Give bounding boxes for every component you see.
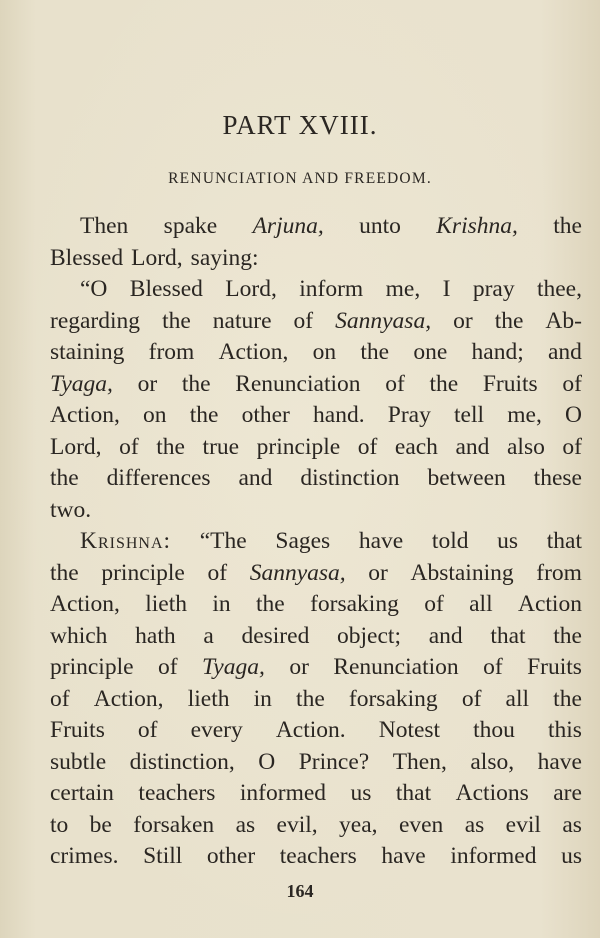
word: hand; xyxy=(471,339,524,365)
word: of xyxy=(562,370,582,397)
word: Then xyxy=(80,213,129,239)
word: Action, xyxy=(50,402,120,428)
word: the xyxy=(360,339,390,365)
text-line xyxy=(50,432,582,464)
text-line xyxy=(50,841,582,873)
word: teachers xyxy=(138,780,216,806)
word: pray xyxy=(472,276,515,302)
word: lieth xyxy=(187,685,230,712)
chapter-subtitle: RENUNCIATION AND FREEDOM. xyxy=(168,170,432,187)
word: of xyxy=(385,370,405,397)
speaker-name: Krishna: xyxy=(80,528,172,554)
text-line xyxy=(50,337,582,369)
word: and xyxy=(238,465,273,491)
word: evil xyxy=(505,811,541,838)
word: us xyxy=(561,843,582,869)
word: principle xyxy=(101,559,185,586)
word: the xyxy=(494,307,524,334)
word: of xyxy=(157,654,178,680)
word: a xyxy=(203,622,214,649)
italic-word: Krishna, xyxy=(436,213,518,239)
word: from xyxy=(148,339,195,365)
word: informed xyxy=(239,780,327,806)
word: thou xyxy=(473,717,515,743)
word: I xyxy=(442,276,451,302)
word: and xyxy=(547,339,582,365)
word: Prince? xyxy=(298,748,370,775)
word: even xyxy=(398,811,444,838)
word: of xyxy=(293,307,314,334)
word: Pray xyxy=(387,402,431,428)
word: these xyxy=(533,465,582,491)
word: the xyxy=(296,685,325,712)
word: inform xyxy=(299,276,364,302)
word: the xyxy=(181,370,211,397)
word: Actions xyxy=(455,780,529,806)
word: on xyxy=(312,339,337,365)
word: that xyxy=(395,780,432,806)
word: distinction, xyxy=(129,748,235,775)
body-text xyxy=(50,211,582,873)
word: the xyxy=(156,433,185,460)
word: Notest xyxy=(378,717,441,743)
word: of xyxy=(357,433,378,460)
word: of xyxy=(137,717,158,743)
word: one xyxy=(413,339,448,365)
word: in xyxy=(253,685,272,712)
word: Fruits xyxy=(527,654,582,680)
italic-word: Tyaga, xyxy=(50,370,113,397)
text-line xyxy=(50,526,582,558)
word: Action, xyxy=(93,685,164,712)
word: all xyxy=(469,591,493,617)
word: Still xyxy=(143,843,183,869)
word: every xyxy=(190,717,243,743)
word: Sages xyxy=(275,528,331,554)
word: us xyxy=(350,780,372,806)
word: hath xyxy=(135,622,176,649)
text-line xyxy=(50,621,582,653)
word: that xyxy=(490,622,526,649)
word: forsaken xyxy=(133,811,215,838)
word: have xyxy=(537,748,582,775)
word: as xyxy=(562,811,582,838)
text-line xyxy=(50,274,582,306)
word: the xyxy=(189,402,219,428)
word: certain xyxy=(50,780,114,806)
word: the xyxy=(162,307,191,334)
word: to xyxy=(50,811,69,838)
text-line xyxy=(50,558,582,590)
italic-word: Arjuna, xyxy=(252,213,324,239)
word: saying: xyxy=(190,244,259,271)
word: this xyxy=(547,717,582,743)
word: informed xyxy=(450,843,537,869)
word: O xyxy=(565,402,582,428)
word: Lord, xyxy=(50,433,102,460)
text-line xyxy=(50,211,582,243)
word: of xyxy=(207,559,228,586)
italic-word: Sannyasa, xyxy=(249,559,346,586)
word: hand. xyxy=(313,402,365,428)
text-line xyxy=(50,715,582,747)
word: the xyxy=(553,622,582,649)
text-line xyxy=(50,243,582,275)
word: regarding xyxy=(50,307,141,334)
word: have xyxy=(358,528,404,554)
word: of xyxy=(461,685,482,712)
text-line xyxy=(50,652,582,684)
word: forsaking xyxy=(310,591,399,617)
text-line xyxy=(50,306,582,338)
word: Blessed xyxy=(50,244,124,271)
word: lieth xyxy=(145,591,187,617)
text-line xyxy=(50,400,582,432)
word: Action xyxy=(517,591,582,617)
word: and xyxy=(428,622,463,649)
word: me, xyxy=(507,402,542,428)
word: in xyxy=(212,591,231,617)
word: tell xyxy=(454,402,485,428)
word: also, xyxy=(470,748,515,775)
word: Fruits xyxy=(482,370,538,397)
word: O xyxy=(258,748,276,775)
word: the xyxy=(50,465,79,491)
word: Ab- xyxy=(545,307,582,334)
word: Renunciation xyxy=(235,370,361,397)
word: Lord, xyxy=(131,244,183,271)
word: the xyxy=(553,685,582,712)
word: staining xyxy=(50,339,125,365)
word: teachers xyxy=(279,843,357,869)
word: have xyxy=(381,843,426,869)
word: as xyxy=(235,811,256,838)
word: crimes. xyxy=(50,843,119,869)
word: distinction xyxy=(300,465,400,491)
italic-word: Sannyasa, xyxy=(335,307,432,334)
word: object; xyxy=(337,622,401,649)
word: which xyxy=(50,622,108,649)
word: are xyxy=(553,780,582,806)
word: of xyxy=(483,654,503,680)
word: or xyxy=(289,654,309,680)
text-line xyxy=(50,810,582,842)
word: “O xyxy=(80,276,108,302)
word: principle xyxy=(50,654,134,680)
word: all xyxy=(505,685,530,712)
word: between xyxy=(427,465,506,491)
word: Action, xyxy=(218,339,289,365)
word: Abstaining xyxy=(410,559,514,586)
word: and xyxy=(455,433,490,460)
word: forsaking xyxy=(348,685,438,712)
word: the xyxy=(50,559,79,586)
word: unto xyxy=(359,213,401,239)
word: the xyxy=(553,213,582,239)
word: of xyxy=(562,433,582,460)
word: Renunciation xyxy=(333,654,459,680)
word: as xyxy=(464,811,485,838)
word: desired xyxy=(241,622,310,649)
word: told xyxy=(431,528,469,554)
word: spake xyxy=(163,213,218,239)
word: Then, xyxy=(392,748,447,775)
word: principle xyxy=(256,433,341,460)
word: Blessed xyxy=(129,276,203,302)
word: or xyxy=(453,307,473,334)
word: other xyxy=(206,843,256,869)
word: Fruits xyxy=(50,717,105,743)
italic-word: Tyaga, xyxy=(201,654,265,680)
word: or xyxy=(137,370,158,397)
word: yea, xyxy=(339,811,378,838)
word: thee, xyxy=(536,276,582,302)
word: subtle xyxy=(50,748,107,775)
word: from xyxy=(536,559,582,586)
word: Action. xyxy=(275,717,346,743)
word: of xyxy=(424,591,444,617)
word: on xyxy=(143,402,167,428)
text-line xyxy=(50,778,582,810)
text-line xyxy=(50,589,582,621)
word: each xyxy=(394,433,438,460)
word: true xyxy=(202,433,240,460)
word: evil, xyxy=(276,811,318,838)
word: be xyxy=(89,811,112,838)
word: us xyxy=(497,528,519,554)
text-line xyxy=(50,684,582,716)
word: also xyxy=(507,433,545,460)
word: of xyxy=(50,685,70,712)
word: “The xyxy=(199,528,247,554)
word: Lord, xyxy=(225,276,277,302)
word: me, xyxy=(385,276,421,302)
word: of xyxy=(119,433,139,460)
page-number: 164 xyxy=(286,881,314,901)
word: two. xyxy=(50,496,92,523)
word: or xyxy=(368,559,388,586)
text-line xyxy=(50,463,582,495)
chapter-heading: PART XVIII. xyxy=(222,110,378,140)
text-line xyxy=(50,369,582,401)
word: nature xyxy=(212,307,272,334)
text-line xyxy=(50,495,582,527)
word: the xyxy=(429,370,459,397)
word: other xyxy=(241,402,290,428)
word: differences xyxy=(106,465,211,491)
word: the xyxy=(255,591,285,617)
word: that xyxy=(546,528,582,554)
word: Action, xyxy=(50,591,120,617)
text-line xyxy=(50,747,582,779)
